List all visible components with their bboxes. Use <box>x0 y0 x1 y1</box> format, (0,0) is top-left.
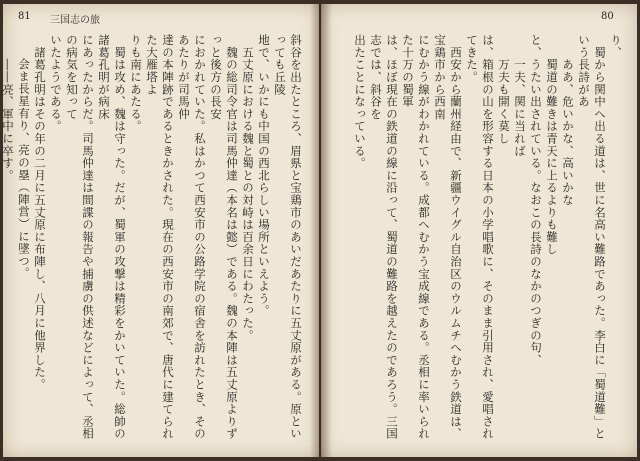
left-page-number: 81 <box>18 11 31 22</box>
text-line: 諸葛孔明はその年の二月に五丈原に布陣し、八月に他界した。 <box>33 34 47 391</box>
text-line: と、うたい出されている。なおこの長詩のなかのつぎの句、 <box>529 34 543 367</box>
text-line: 西安から蘭州経由で、新疆ウイグル自治区のウルムチへむかう鉄道は、宝鶏市から西南 <box>433 34 463 440</box>
text-line: りも南にあたる。 <box>129 34 143 133</box>
text-line: 地で、いかにも中国の西北らしい場所といえよう。 <box>257 34 271 317</box>
left-running-head: 三国志の旅 <box>50 15 100 26</box>
text-line: にあったからだ。司馬仲達は間諜の報告や捕虜の供述などによって、丞相の病気を知って <box>65 34 95 440</box>
text-line: 出たことになっている。 <box>353 34 367 170</box>
text-line: 五丈原における魏と蜀との対峙は百余日にわたった。 <box>241 34 255 342</box>
poem-line: 一夫、関に当れば <box>513 34 527 157</box>
book-gutter <box>310 4 332 457</box>
text-line: 斜谷を出たところ、眉県と宝鶏市のあいだあたりに五丈原がある。原といっても丘陵 <box>273 34 303 440</box>
left-page-body <box>1 34 304 446</box>
text-line: 蜀は攻め、魏は守った。だが、蜀軍の攻撃は精彩をかいていた。総帥の諸葛孔明が病床 <box>97 34 127 440</box>
poem-line: 蜀道の難きは青天に上るよりも難し <box>545 34 559 256</box>
text-line: り、 <box>609 34 623 59</box>
right-page-number: 80 <box>601 11 614 22</box>
text-line: は、ほぼ現在の鉄道の線に沿って、蜀道の難路を越えたのであろう。三国志では、斜谷を <box>369 34 399 440</box>
text-line: 達の本陣跡であるときかされた。現在の西安市の南郊で、唐代に建てられた大雁塔よ <box>145 34 175 440</box>
text-line: におかれていた。私はかつて西安市の公路学院の宿舎を訪れたとき、そのあたりが司馬仲 <box>177 34 207 440</box>
text-line: いたようである。 <box>49 34 63 133</box>
poem-line: ああ、危いかな、高いかな <box>561 34 575 207</box>
text-line: 蜀から関中へ出る道は、世に名高い難路であった。李白に「蜀道難」という長詩があ <box>577 34 607 440</box>
text-line: にむかう線がわかれている。成都へむかう宝成線である。丞相に率いられた十万の蜀軍 <box>401 34 431 440</box>
text-line: 魏の総司令官は司馬仲達（本名は懿）である。魏の本陣は五丈原よりずっと後方の長安 <box>209 34 239 440</box>
text-line: ――亮、軍中に卒す。 <box>1 34 15 182</box>
right-page-body <box>334 34 624 446</box>
text-line: は、箱根の山を形容する日本の小学唱歌に、そのまま引用され、愛唱されてきた。 <box>465 34 495 440</box>
poem-line: 万夫も開く莫し <box>497 34 511 145</box>
quote-line: 会ま長星有り、亮の塁（陣営）に墜つ。 <box>17 58 31 280</box>
